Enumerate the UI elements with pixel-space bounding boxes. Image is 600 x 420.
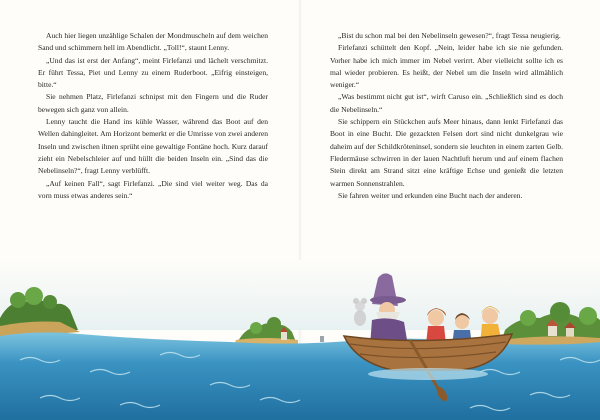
child-lenny bbox=[482, 308, 498, 324]
right-paragraph: „Was bestimmt nicht gut ist“, wirft Caruso ein. „Schließlich sind es doch die Nebelinseln.“ bbox=[330, 92, 563, 114]
sky-haze bbox=[0, 260, 600, 330]
right-page-text bbox=[330, 30, 563, 202]
right-paragraph: „Bist du schon mal bei den Nebelinseln gewesen?“, fragt Tessa neugierig. bbox=[338, 31, 561, 40]
left-paragraph: Lenny taucht die Hand ins kühle Wasser, während das Boot auf den Wellen dahingleitet. Am Horizont bemerkt er die Umrisse von zwei anderen Inseln und zwischen ihnen sprüht eine gewaltige Fontäne hoch. Kurz darauf zieht ein Nebelschleier auf und hüllt die beiden Inseln ein. „Sind das die Nebelinseln?“, fragt Lenny verblüfft. bbox=[38, 117, 268, 176]
left-paragraph: Auch hier liegen unzählige Schalen der Mondmuscheln auf dem weichen Sand und schimmern hell im Abendlicht. „Toll!“, staunt Lenny. bbox=[38, 31, 268, 53]
child-tessa bbox=[428, 310, 444, 326]
left-paragraph: „Und das ist erst der Anfang“, meint Firlefanzi und lächelt verschmitzt. Er führt Tessa, Piet und Lenny zu einem Ruderboot. „Eifrig einsteigen, bitte.“ bbox=[38, 55, 268, 90]
left-paragraph: Sie nehmen Platz, Firlefanzi schnipst mit den Fingern und die Ruder bewegen sich ganz von allein. bbox=[38, 92, 268, 114]
right-paragraph: Firlefanzi schüttelt den Kopf. „Nein, leider habe ich sie nie gefunden. Vorher habe ich mich immer im Nebel verirrt. Aber vielleicht sollte ich es mal wieder probieren. Es heißt, der Nebel um die Inseln wird allmählich weniger.“ bbox=[330, 43, 563, 90]
left-page-text bbox=[38, 30, 268, 202]
right-paragraph: Sie fahren weiter und erkunden eine Bucht nach der anderen. bbox=[338, 190, 523, 200]
sea-illustration bbox=[0, 260, 600, 420]
right-paragraph: Sie schippern ein Stückchen aufs Meer hinaus, dann lenkt Firlefanzi das Boot in eine Bucht. Die gezackten Felsen dort sind nicht dunkelgrau wie daheim auf der Schildkröteninsel, sondern sie leuchten in einem zarten Gelb. Fledermäuse schwirren in der lauen Nachtluft herum und auf einem flachen Stein direkt am Strand sitzt eine kräftige Echse und genießt die letzten warmen Sonnenstrahlen. bbox=[330, 117, 563, 188]
sea-water bbox=[0, 332, 600, 420]
left-paragraph: „Auf keinen Fall“, sagt Firlefanzi. „Die sind viel weiter weg. Das da vorn muss etwas anderes sein.“ bbox=[38, 178, 268, 200]
